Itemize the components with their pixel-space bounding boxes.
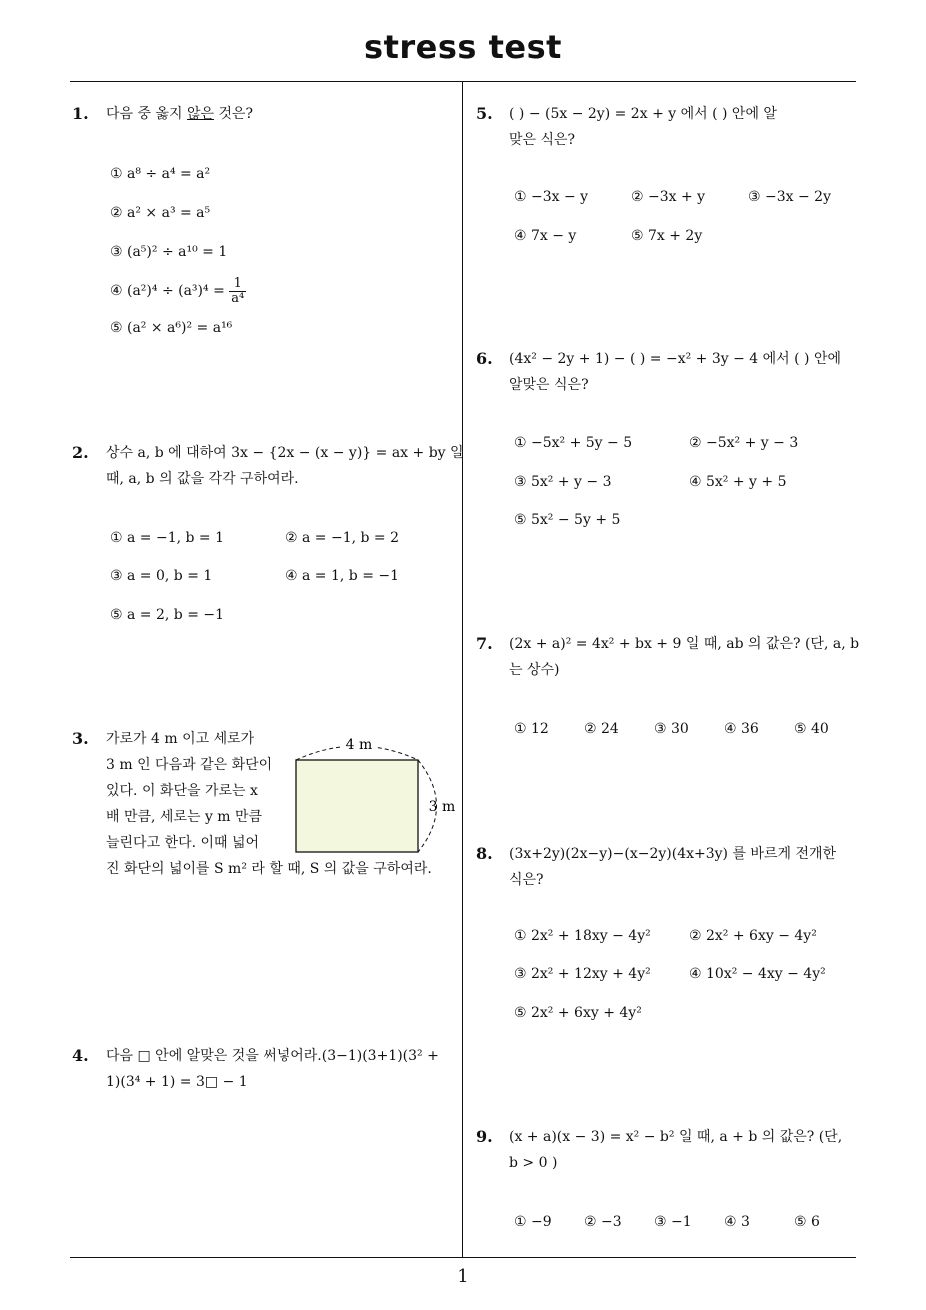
question-2-option-2[interactable]: ② a = −1, b = 2 [285,530,400,546]
question-7-option-1[interactable]: ① 12 [514,721,549,737]
question-1-option-4[interactable]: ④ (a²)⁴ ÷ (a³)⁴ = $\frac{1}{\text{a⁴}}$ [110,275,245,306]
question-6-option-4[interactable]: ④ 5x² + y + 5 [689,474,787,490]
question-3-line-6: 진 화단의 넓이를 S m² 라 할 때, S 의 값을 구하여라. [106,861,432,877]
question-2-option-1[interactable]: ① a = −1, b = 1 [110,530,225,546]
question-7-line-2: 는 상수) [509,662,560,678]
question-6-option-3[interactable]: ③ 5x² + y − 3 [514,474,612,490]
question-4-line-1: 다음 □ 안에 알맞은 것을 써넣어라.(3−1)(3+1)(3² + [106,1048,439,1064]
question-5-option-2[interactable]: ② −3x + y [631,189,706,205]
question-2-option-3[interactable]: ③ a = 0, b = 1 [110,568,213,584]
question-9-option-4[interactable]: ④ 3 [724,1214,750,1230]
question-2-option-5[interactable]: ⑤ a = 2, b = −1 [110,607,225,623]
flowerbed-diagram [290,730,460,860]
question-2-line-1: 상수 a, b 에 대하여 3x − {2x − (x − y)} = ax + by 일 [106,445,464,461]
question-3-line-1: 가로가 4 m 이고 세로가 [106,731,255,747]
question-1-option-5[interactable]: ⑤ (a² × a⁶)² = a¹⁶ [110,320,233,336]
question-9-option-5[interactable]: ⑤ 6 [794,1214,820,1230]
question-2-option-4[interactable]: ④ a = 1, b = −1 [285,568,400,584]
question-5-option-1[interactable]: ① −3x − y [514,189,589,205]
question-4-line-2: 1)(3⁴ + 1) = 3□ − 1 [106,1074,248,1090]
question-8-option-1[interactable]: ① 2x² + 18xy − 4y² [514,928,651,944]
question-8-option-2[interactable]: ② 2x² + 6xy − 4y² [689,928,817,944]
question-9-option-3[interactable]: ③ −1 [654,1214,692,1230]
width-label: 4 m [345,737,373,753]
question-6-number: 6. [476,349,493,368]
bottom-rule [70,1257,856,1258]
question-7-option-3[interactable]: ③ 30 [654,721,689,737]
question-3-line-2: 3 m 인 다음과 같은 화단이 [106,757,273,773]
question-9-line-1: (x + a)(x − 3) = x² − b² 일 때, a + b 의 값은? (단, [509,1129,843,1145]
question-9-number: 9. [476,1127,493,1146]
question-5-option-3[interactable]: ③ −3x − 2y [748,189,831,205]
question-1-option-1[interactable]: ① a⁸ ÷ a⁴ = a² [110,166,211,182]
question-5-option-4[interactable]: ④ 7x − y [514,228,577,244]
question-8-number: 8. [476,844,493,863]
question-4-number: 4. [72,1046,89,1065]
question-6-option-1[interactable]: ① −5x² + 5y − 5 [514,435,633,451]
question-7-option-4[interactable]: ④ 36 [724,721,759,737]
page-number: 1 [457,1266,469,1287]
question-6-line-1: (4x² − 2y + 1) − ( ) = −x² + 3y − 4 에서 ( ) 안에 [509,351,842,367]
question-7-line-1: (2x + a)² = 4x² + bx + 9 일 때, ab 의 값은? (단, a, b [509,636,860,652]
question-1-option-2[interactable]: ② a² × a³ = a⁵ [110,205,211,221]
question-6-option-5[interactable]: ⑤ 5x² − 5y + 5 [514,512,621,528]
question-3-number: 3. [72,729,89,748]
question-8-option-4[interactable]: ④ 10x² − 4xy − 4y² [689,966,826,982]
fraction: $\frac{1}{\text{a⁴}}$ [231,275,245,306]
question-6-option-2[interactable]: ② −5x² + y − 3 [689,435,799,451]
question-8-option-3[interactable]: ③ 2x² + 12xy + 4y² [514,966,651,982]
question-9-line-2: b > 0 ) [509,1155,558,1171]
question-3-line-5: 늘린다고 한다. 이때 넓어 [106,835,260,851]
question-1-number: 1. [72,104,89,123]
question-9-option-1[interactable]: ① −9 [514,1214,552,1230]
question-8-line-1: (3x+2y)(2x−y)−(x−2y)(4x+3y) 를 바르게 전개한 [509,846,837,862]
question-6-line-2: 알맞은 식은? [509,377,589,393]
question-5-number: 5. [476,104,493,123]
question-1-option-3[interactable]: ③ (a⁵)² ÷ a¹⁰ = 1 [110,244,228,260]
question-8-line-2: 식은? [509,872,544,888]
page-title: stress test [364,28,562,66]
height-label: 3 m [428,799,456,815]
column-divider [462,82,463,1258]
question-5-line-2: 맞은 식은? [509,132,576,148]
question-5-line-1: ( ) − (5x − 2y) = 2x + y 에서 ( ) 안에 알 [509,106,777,122]
question-5-option-5[interactable]: ⑤ 7x + 2y [631,228,703,244]
question-2-number: 2. [72,443,89,462]
top-rule [70,81,856,82]
question-7-option-2[interactable]: ② 24 [584,721,619,737]
question-8-option-5[interactable]: ⑤ 2x² + 6xy + 4y² [514,1005,642,1021]
question-7-number: 7. [476,634,493,653]
question-9-option-2[interactable]: ② −3 [584,1214,622,1230]
question-2-line-2: 때, a, b 의 값을 각각 구하여라. [106,471,299,487]
question-3-line-3: 있다. 이 화단을 가로는 x [106,783,258,799]
question-1-text: 다음 중 옳지 않은 것은? [106,106,254,122]
question-7-option-5[interactable]: ⑤ 40 [794,721,829,737]
question-3-line-4: 배 만큼, 세로는 y m 만큼 [106,809,263,825]
flowerbed-rectangle [296,760,418,852]
